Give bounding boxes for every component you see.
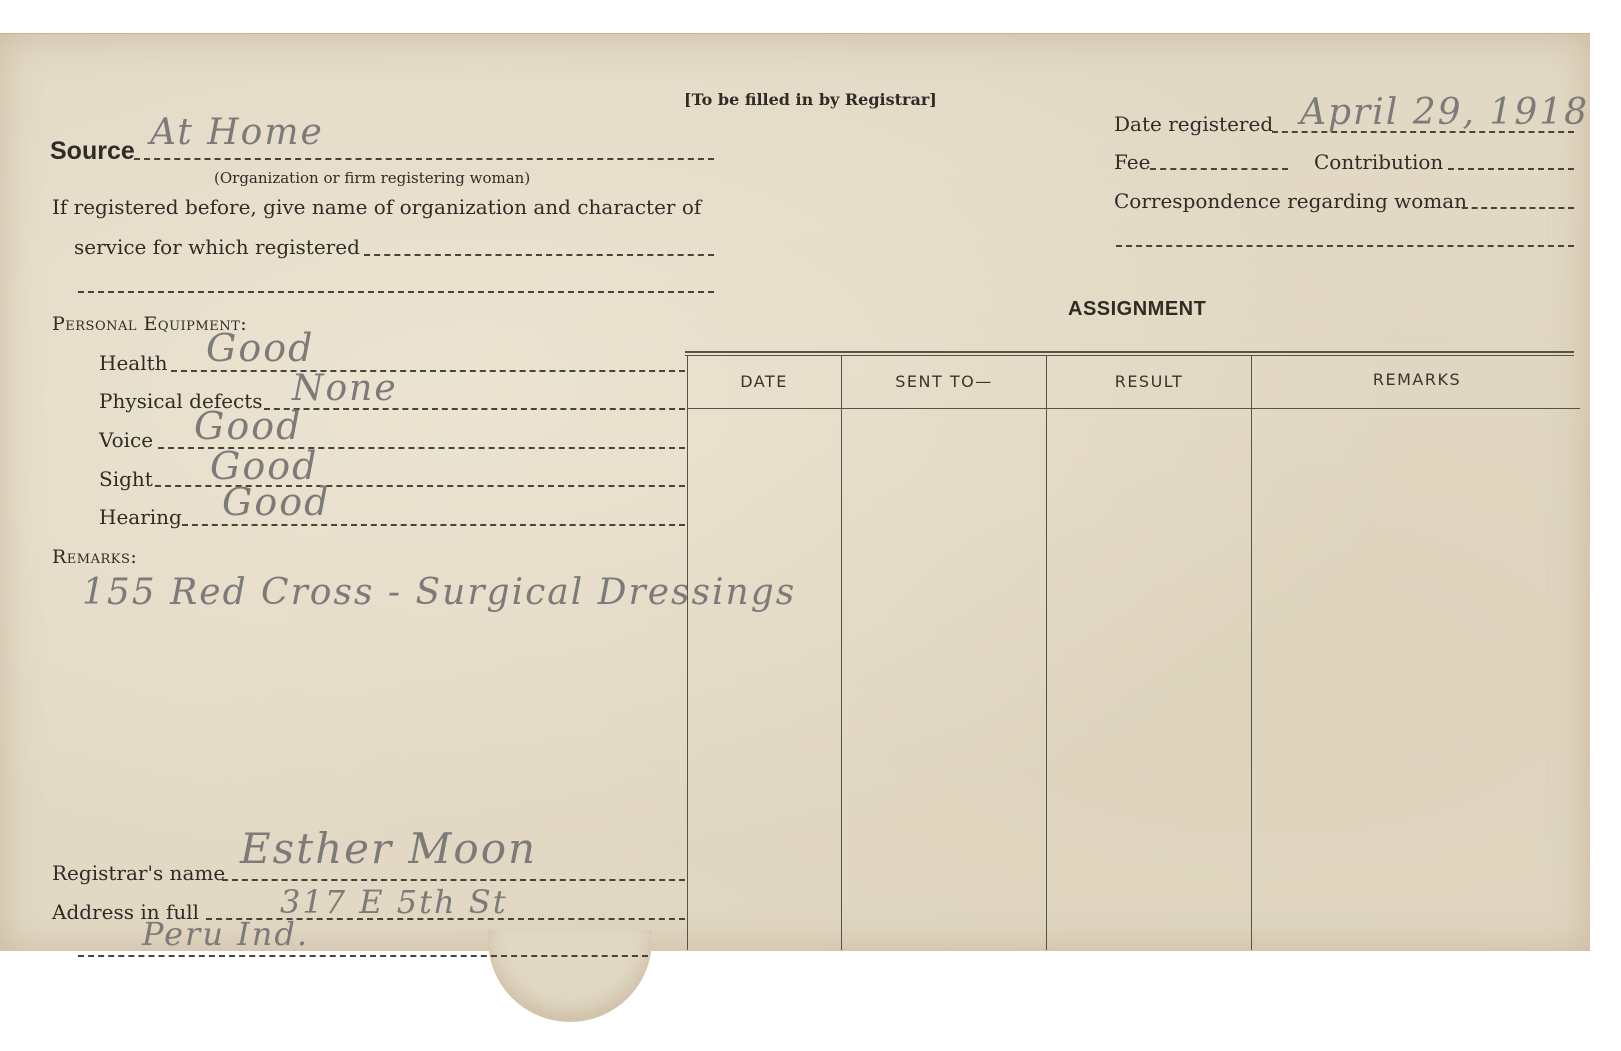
source-line bbox=[134, 158, 714, 160]
health-value: Good bbox=[206, 326, 315, 370]
contribution-label: Contribution bbox=[1314, 150, 1444, 174]
column-header-sent-to: SENT TO— bbox=[895, 372, 993, 391]
address-value-2: Peru Ind. bbox=[142, 915, 310, 953]
column-header-remarks: REMARKS bbox=[1372, 370, 1462, 389]
remarks-label: Remarks: bbox=[52, 546, 138, 568]
physical-defects-value: None bbox=[292, 368, 398, 409]
date-registered-label: Date registered bbox=[1114, 112, 1274, 136]
registrar-note: [To be filled in by Registrar] bbox=[684, 90, 937, 109]
column-header-result: RESULT bbox=[1114, 372, 1184, 391]
source-caption: (Organization or firm registering woman) bbox=[214, 169, 531, 187]
source-value: At Home bbox=[150, 112, 324, 153]
address-extra-line bbox=[78, 955, 648, 957]
physical-defects-label: Physical defects bbox=[99, 389, 263, 413]
contribution-line bbox=[1448, 168, 1574, 170]
date-registered-value: April 29, 1918 bbox=[1300, 92, 1590, 133]
voice-value: Good bbox=[194, 404, 303, 448]
previous-line-1: If registered before, give name of organization and character of bbox=[52, 195, 702, 219]
address-value: 317 E 5th St bbox=[280, 883, 508, 921]
table-column-divider bbox=[1046, 356, 1047, 950]
sight-value: Good bbox=[210, 444, 319, 488]
voice-label: Voice bbox=[99, 428, 154, 452]
health-line bbox=[171, 370, 685, 372]
hearing-label: Hearing bbox=[99, 505, 182, 529]
address-label: Address in full bbox=[52, 900, 200, 924]
registrar-value: Esther Moon bbox=[240, 824, 538, 873]
table-column-divider bbox=[687, 356, 688, 950]
personal-equipment-label: Personal Equipment: bbox=[52, 313, 248, 335]
table-header-rule bbox=[687, 408, 1580, 409]
assignment-title: ASSIGNMENT bbox=[1068, 298, 1207, 320]
source-label: Source bbox=[50, 137, 135, 165]
column-header-date: DATE bbox=[740, 372, 788, 391]
correspondence-label: Correspondence regarding woman bbox=[1114, 189, 1468, 213]
sight-label: Sight bbox=[99, 467, 153, 491]
table-top-rule bbox=[685, 351, 1574, 353]
hearing-value: Good bbox=[222, 480, 331, 524]
correspondence-extra-line bbox=[1116, 245, 1574, 247]
card-tab bbox=[488, 930, 652, 1022]
remarks-value: 155 Red Cross - Surgical Dressings bbox=[82, 572, 797, 613]
registrar-line bbox=[222, 879, 685, 881]
correspondence-line bbox=[1462, 207, 1574, 209]
previous-line-blank bbox=[364, 254, 714, 256]
table-top-rule-2 bbox=[685, 355, 1574, 356]
previous-line-2: service for which registered bbox=[74, 235, 360, 259]
table-column-divider bbox=[841, 356, 842, 950]
hearing-line bbox=[182, 524, 685, 526]
fee-label: Fee bbox=[1114, 150, 1151, 174]
previous-extra-line bbox=[78, 291, 714, 293]
fee-line bbox=[1150, 168, 1288, 170]
health-label: Health bbox=[99, 351, 168, 375]
table-column-divider bbox=[1251, 356, 1252, 950]
registrar-label: Registrar's name bbox=[52, 861, 226, 885]
